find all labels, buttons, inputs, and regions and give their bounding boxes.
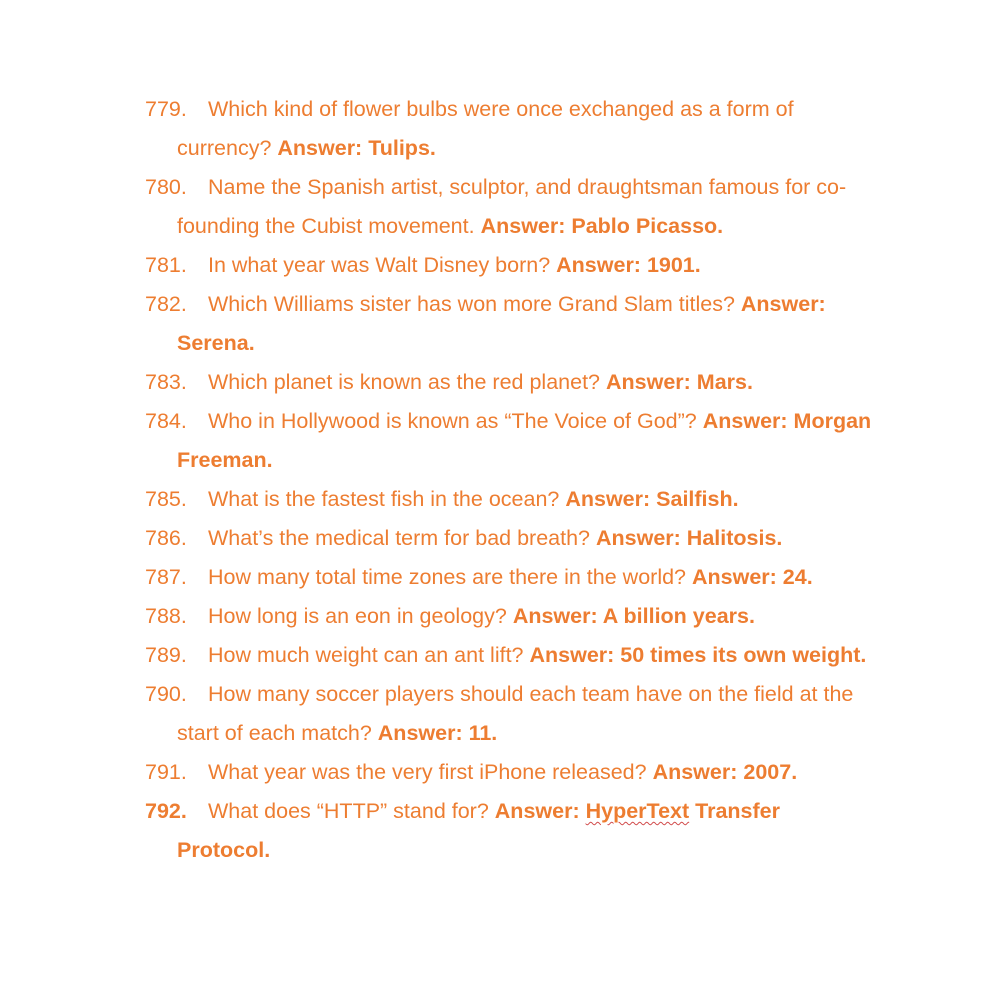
- answer-text: Answer: 11.: [377, 721, 498, 745]
- answer-text: Answer: Halitosis.: [596, 526, 783, 550]
- item-number: 784.: [145, 409, 187, 433]
- question-text: Which kind of flower bulbs were once exchanged as a form of currency?: [177, 97, 794, 160]
- list-item: [145, 792, 875, 870]
- list-item: [145, 402, 875, 480]
- spellcheck-flagged-word[interactable]: HyperText: [585, 799, 690, 823]
- list-item: [145, 480, 875, 519]
- item-number: 780.: [145, 175, 187, 199]
- item-number: 782.: [145, 292, 187, 316]
- item-number: 792.: [145, 799, 187, 823]
- list-item: [145, 168, 875, 246]
- question-text: How much weight can an ant lift?: [208, 643, 524, 667]
- list-item: [145, 246, 875, 285]
- trivia-question-list: [145, 90, 875, 870]
- question-text: Name the Spanish artist, sculptor, and draughtsman famous for co-founding the Cubist movement.: [177, 175, 847, 238]
- item-number: 788.: [145, 604, 187, 628]
- list-item: [145, 285, 875, 363]
- list-item: [145, 675, 875, 753]
- item-number: 779.: [145, 97, 187, 121]
- item-number: 790.: [145, 682, 187, 706]
- answer-text: Answer: Serena.: [177, 292, 826, 355]
- question-text: In what year was Walt Disney born?: [208, 253, 551, 277]
- answer-text: Answer: A billion years.: [512, 604, 755, 628]
- answer-text: Answer: 2007.: [652, 760, 798, 784]
- answer-prefix: Answer:: [494, 799, 586, 823]
- question-text: Which planet is known as the red planet?: [208, 370, 601, 394]
- answer-text: Answer: Mars.: [606, 370, 753, 394]
- item-number: 787.: [145, 565, 187, 589]
- list-item: [145, 636, 875, 675]
- list-item: [145, 753, 875, 792]
- answer-text: Answer: 1901.: [556, 253, 701, 277]
- question-text: What’s the medical term for bad breath?: [208, 526, 591, 550]
- answer-text: Answer: Pablo Picasso.: [480, 214, 724, 238]
- list-item: [145, 90, 875, 168]
- answer-text: Answer: 50 times its own weight.: [529, 643, 867, 667]
- list-item: [145, 363, 875, 402]
- answer-text: Answer: 24.: [692, 565, 813, 589]
- answer-suffix: Transfer Protocol.: [177, 799, 780, 862]
- question-text: How many total time zones are there in the world?: [208, 565, 687, 589]
- answer-text: Answer: Sailfish.: [565, 487, 739, 511]
- item-number: 789.: [145, 643, 187, 667]
- answer-text: Answer: Morgan Freeman.: [177, 409, 872, 472]
- question-text: How long is an eon in geology?: [208, 604, 507, 628]
- question-text: How many soccer players should each team have on the field at the start of each match?: [177, 682, 854, 745]
- item-number: 791.: [145, 760, 187, 784]
- list-item: [145, 519, 875, 558]
- answer-text: Answer: Tulips.: [277, 136, 436, 160]
- list-item: [145, 597, 875, 636]
- question-text: Which Williams sister has won more Grand Slam titles?: [208, 292, 735, 316]
- item-number: 781.: [145, 253, 187, 277]
- item-number: 785.: [145, 487, 187, 511]
- item-number: 783.: [145, 370, 187, 394]
- question-text: Who in Hollywood is known as “The Voice of God”?: [208, 409, 697, 433]
- item-number: 786.: [145, 526, 187, 550]
- question-text: What year was the very first iPhone released?: [208, 760, 647, 784]
- question-text: What is the fastest fish in the ocean?: [208, 487, 560, 511]
- list-item: [145, 558, 875, 597]
- question-text: What does “HTTP” stand for?: [208, 799, 489, 823]
